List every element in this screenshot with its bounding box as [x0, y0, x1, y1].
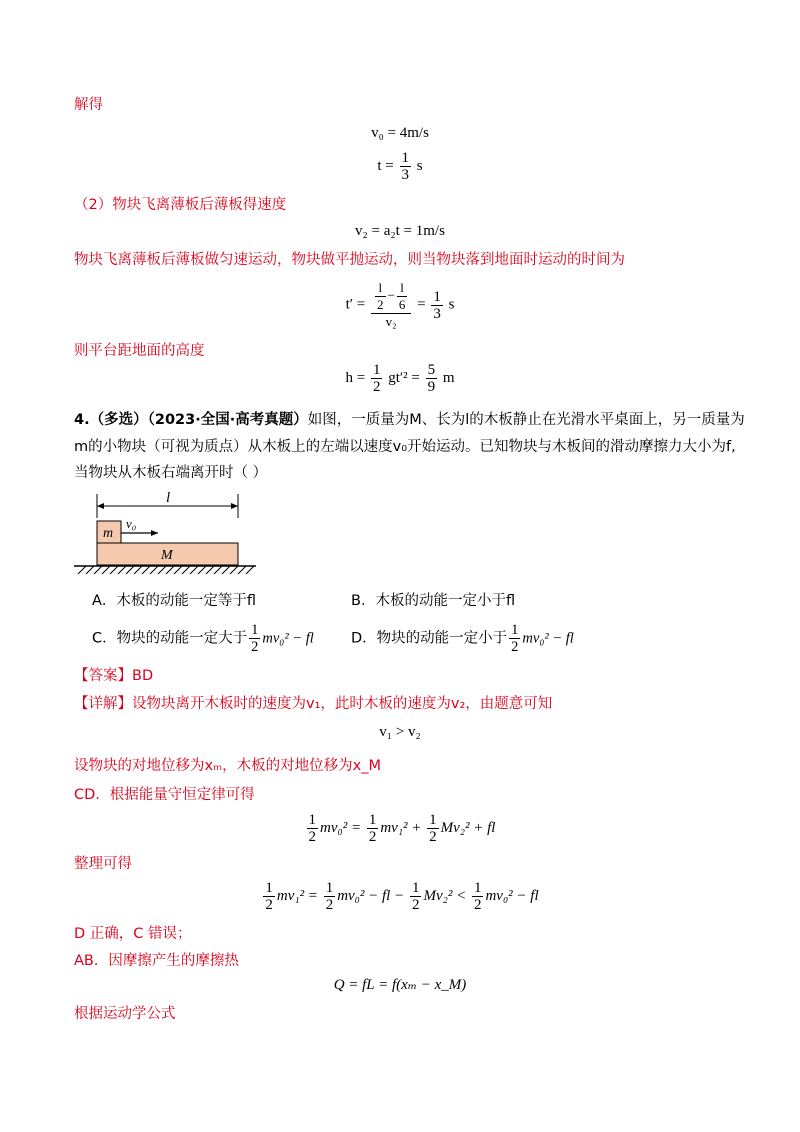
text-displacement: 设物块的对地位移为xₘ，木板的对地位移为x_M: [74, 758, 381, 774]
answer: 【答案】BD: [74, 668, 154, 684]
text-energy: CD．根据能量守恒定律可得: [74, 787, 255, 803]
text-motion: 物块飞离薄板后薄板做匀速运动，物块做平抛运动，则当物块落到地面时运动的时间为: [74, 252, 625, 268]
equation-rearranged: $\frac{1}{2}$ mv₁² = $\frac{1}{2}$ mv₀² − fl − $\frac{1}{2}$ Mv₂² < $\frac{1}{2}$ mv₀² − fl: [265, 880, 539, 913]
fig-label-m: m: [103, 526, 114, 541]
question-line-1: 4.（多选）（2023·全国·高考真题）如图，一质量为M、长为l的木板静止在光滑水平桌面上，另一质量为: [74, 412, 745, 428]
text-rearrange: 整理可得: [74, 856, 132, 872]
question-line-3: 当物块从木板右端离开时（ ）: [74, 465, 268, 481]
board-block-figure: [70, 488, 260, 580]
fig-label-l: l: [166, 490, 171, 506]
equation-heat: Q = fL = f(xₘ − x_M): [333, 977, 467, 993]
equation-v1-gt-v2: v₁ > v₂: [379, 724, 421, 740]
option-b[interactable]: B．木板的动能一定小于fl: [351, 593, 516, 609]
equation-v0: v₀ = 4m/s: [371, 125, 429, 141]
detail-intro: 【详解】设物块离开木板时的速度为v₁，此时木板的速度为v₂，由题意可知: [74, 696, 553, 712]
question-line-2: m的小物块（可视为质点）从木板上的左端以速度v₀开始运动。已知物块与木板间的滑动摩擦力大小为f,: [74, 439, 736, 455]
option-d[interactable]: D．物块的动能一定小于 $\frac{1}{2}$ mv₀² − fl: [351, 622, 574, 655]
text-d-correct: D 正确，C 错误；: [74, 926, 192, 942]
equation-h: h = $\frac{1}{2}$ gt′² = $\frac{5}{9}$ m: [345, 362, 455, 395]
option-c[interactable]: C．物块的动能一定大于 $\frac{1}{2}$ mv₀² − fl: [92, 622, 314, 655]
text-part2: （2）物块飞离薄板后薄板得速度: [74, 197, 287, 213]
option-a[interactable]: A．木板的动能一定等于fl: [92, 593, 257, 609]
text-height: 则平台距地面的高度: [74, 343, 205, 359]
fig-label-v0: v₀: [126, 516, 137, 531]
equation-energy: $\frac{1}{2}$ mv₀² = $\frac{1}{2}$ mv₁² + $\frac{1}{2}$ Mv₂² + fl: [308, 812, 496, 845]
equation-tprime: t′ = $\frac{l}{2}$ − $\frac{l}{6}$ v₂ = $\frac{1}{3}$ s: [345, 280, 455, 329]
equation-v2: v₂ = a₂t = 1m/s: [355, 223, 445, 239]
equation-t: t = $\frac{1}{3}$ s: [377, 150, 423, 183]
fig-label-M: M: [161, 548, 173, 563]
text-kinematics: 根据运动学公式: [74, 1006, 176, 1022]
text-friction-heat: AB．因摩擦产生的摩擦热: [74, 953, 239, 969]
text-jiede: 解得: [74, 97, 103, 113]
